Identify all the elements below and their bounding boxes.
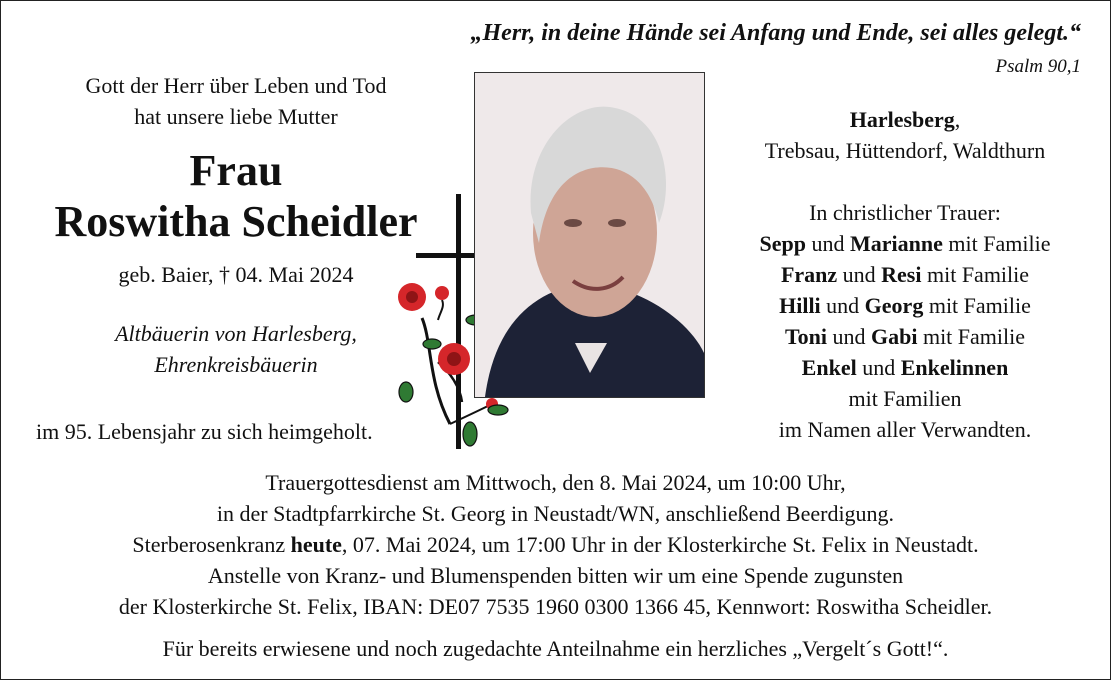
intro-line-1: Gott der Herr über Leben und Tod [85,73,387,98]
birth-death-line: geb. Baier, † 04. Mai 2024 [118,262,354,287]
intro-text [22,70,450,132]
service-line-1: Trauergottesdienst am Mittwoch, den 8. Mai 2024, um 10:00 Uhr, [265,470,846,495]
thanks-line: Für bereits erwiesene und noch zugedachte Anteilnahme ein herzliches „Vergelt´s Gott!“. [162,636,949,661]
mourning-label: In christlicher Trauer: [809,200,1001,225]
role-line-2: Ehrenkreisbäuerin [154,352,318,377]
family-places [720,104,1090,166]
service-details [20,467,1091,622]
deceased-name: Roswitha Scheidler [54,197,418,246]
mourners-list [720,197,1090,445]
service-line-5: der Klosterkirche St. Felix, IBAN: DE07 7535 1960 0300 1366 45, Kennwort: Roswitha Scheidler. [118,594,993,619]
relatives-line: im Namen aller Verwandten. [778,417,1032,442]
service-line-3: Sterberosenkranz heute, 07. Mai 2024, um 17:00 Uhr in der Klosterkirche St. Felix in Neustadt. [132,532,979,557]
quote-reference: Psalm 90,1 [995,56,1081,77]
hometown: Harlesberg [849,107,955,132]
with-families-line: mit Familien [848,386,962,411]
bible-quote: „Herr, in deine Hände sei Anfang und Ende, sei alles gelegt.“ [470,20,1081,46]
service-line-4: Anstelle von Kranz- und Blumenspenden bitten wir um eine Spende zugunsten [207,563,904,588]
mourner-line: Franz und Resi mit Familie [780,262,1030,287]
mourner-line: Enkel und Enkelinnen [801,355,1009,380]
deceased-title: Frau [189,146,283,195]
mourner-line: Sepp und Marianne mit Familie [759,231,1051,256]
portrait-image [475,73,704,397]
places-line: Trebsau, Hüttendorf, Waldthurn [764,138,1046,163]
hometown-line: Harlesberg, [849,107,961,132]
intro-line-2: hat unsere liebe Mutter [134,104,338,129]
role-line-1: Altbäuerin von Harlesberg, [115,321,357,346]
portrait-photo [474,72,705,398]
closing-line: im 95. Lebensjahr zu sich heimgeholt. [36,419,373,444]
mourner-line: Toni und Gabi mit Familie [784,324,1026,349]
mourner-line: Hilli und Georg mit Familie [779,293,1031,318]
service-line-2: in der Stadtpfarrkirche St. Georg in Neustadt/WN, anschließend Beerdigung. [216,501,895,526]
